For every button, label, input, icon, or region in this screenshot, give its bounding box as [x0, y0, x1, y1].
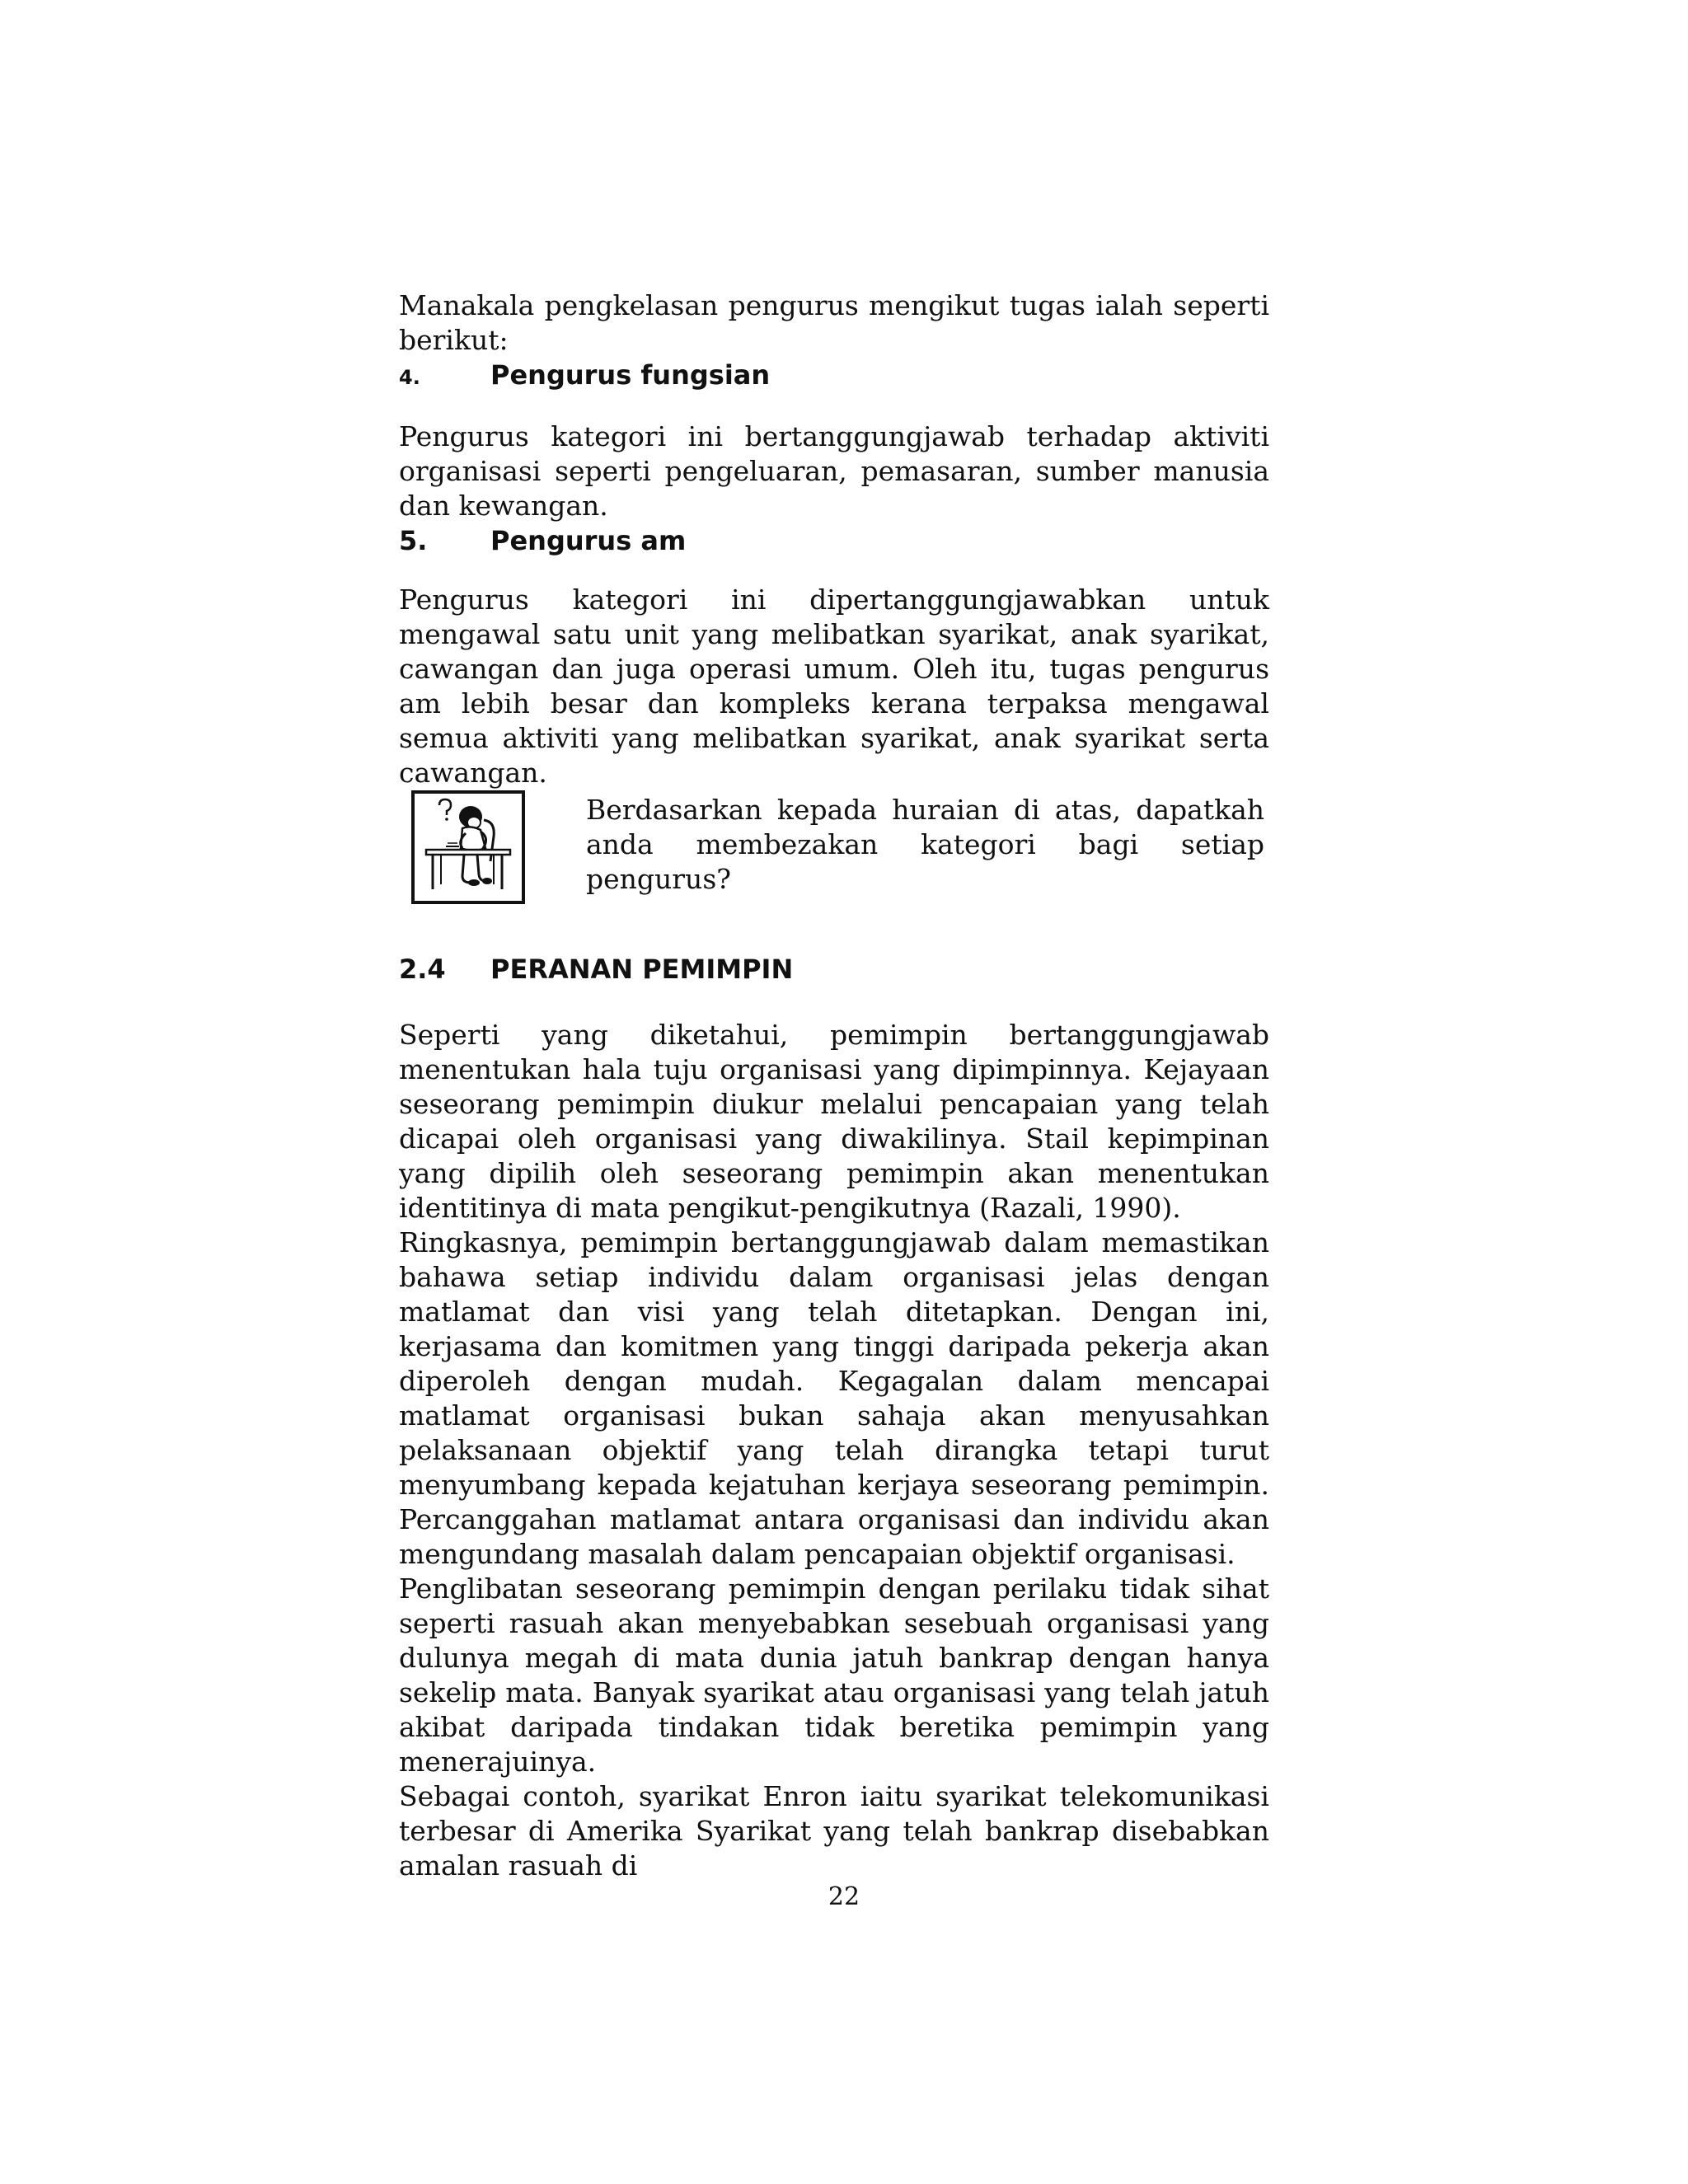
thinking-person-at-desk-icon	[411, 790, 525, 904]
item-number: 4.	[399, 366, 420, 389]
section-paragraph: Seperti yang diketahui, pemimpin bertanggungjawab menentukan hala tuju organisasi yang dipimpinnya. Kejayaan seseorang pemimpin diukur melalui pencapaian yang telah dicapai oleh organisasi yang diwakilinya. Stail kepimpinan yang dipilih oleh seseorang pemimpin akan menentukan identitinya di mata pengikut-pengikutnya (Razali, 1990).	[399, 1019, 1269, 1224]
item-title: Pengurus am	[490, 525, 687, 556]
section-paragraph: Penglibatan seseorang pemimpin dengan perilaku tidak sihat seperti rasuah akan menyebabkan sesebuah organisasi yang dulunya megah di mata dunia jatuh bankrap dengan hanya sekelip mata. Banyak syarikat atau organisasi yang telah jatuh akibat daripada tindakan tidak beretika pemimpin yang menerajuinya.	[399, 1572, 1269, 1778]
item-paragraph: Pengurus kategori ini dipertanggungjawabkan untuk mengawal satu unit yang melibatkan syarikat, anak syarikat, cawangan dan juga operasi umum. Oleh itu, tugas pengurus am lebih besar dan kompleks kerana terpaksa mengawal semua aktiviti yang melibatkan syarikat, anak syarikat serta cawangan.	[399, 583, 1269, 789]
section-title: PERANAN PEMIMPIN	[490, 954, 794, 985]
activity-box	[399, 790, 1269, 904]
section-number: 2.4	[399, 954, 446, 985]
page-content	[399, 288, 1269, 1883]
thinking-person-svg	[416, 795, 520, 899]
section-paragraph: Ringkasnya, pemimpin bertanggungjawab dalam memastikan bahawa setiap individu dalam organisasi jelas dengan matlamat dan visi yang telah ditetapkan. Dengan ini, kerjasama dan komitmen yang tinggi daripada pekerja akan diperoleh dengan mudah. Kegagalan dalam mencapai matlamat organisasi bukan sahaja akan menyusahkan pelaksanaan objektif yang telah dirangka tetapi turut menyumbang kepada kejatuhan kerjaya seseorang pemimpin. Percanggahan matlamat antara organisasi dan individu akan mengundang masalah dalam pencapaian objektif organisasi.	[399, 1226, 1269, 1570]
item-heading-5	[399, 523, 1269, 558]
item-title: Pengurus fungsian	[490, 359, 771, 391]
intro-paragraph: Manakala pengkelasan pengurus mengikut tugas ialah seperti berikut:	[399, 289, 1269, 356]
item-paragraph: Pengurus kategori ini bertanggungjawab terhadap aktiviti organisasi seperti pengeluaran, pemasaran, sumber manusia dan kewangan.	[399, 420, 1269, 522]
item-number: 5.	[399, 525, 428, 556]
section-heading	[399, 952, 1269, 987]
item-heading-4	[399, 358, 1269, 395]
activity-question: Berdasarkan kepada huraian di atas, dapatkah anda membezakan kategori bagi setiap pengurus?	[586, 794, 1264, 895]
page-number: 22	[828, 1882, 860, 1911]
section-paragraph: Sebagai contoh, syarikat Enron iaitu syarikat telekomunikasi terbesar di Amerika Syarikat yang telah bankrap disebabkan amalan rasuah di	[399, 1780, 1269, 1882]
